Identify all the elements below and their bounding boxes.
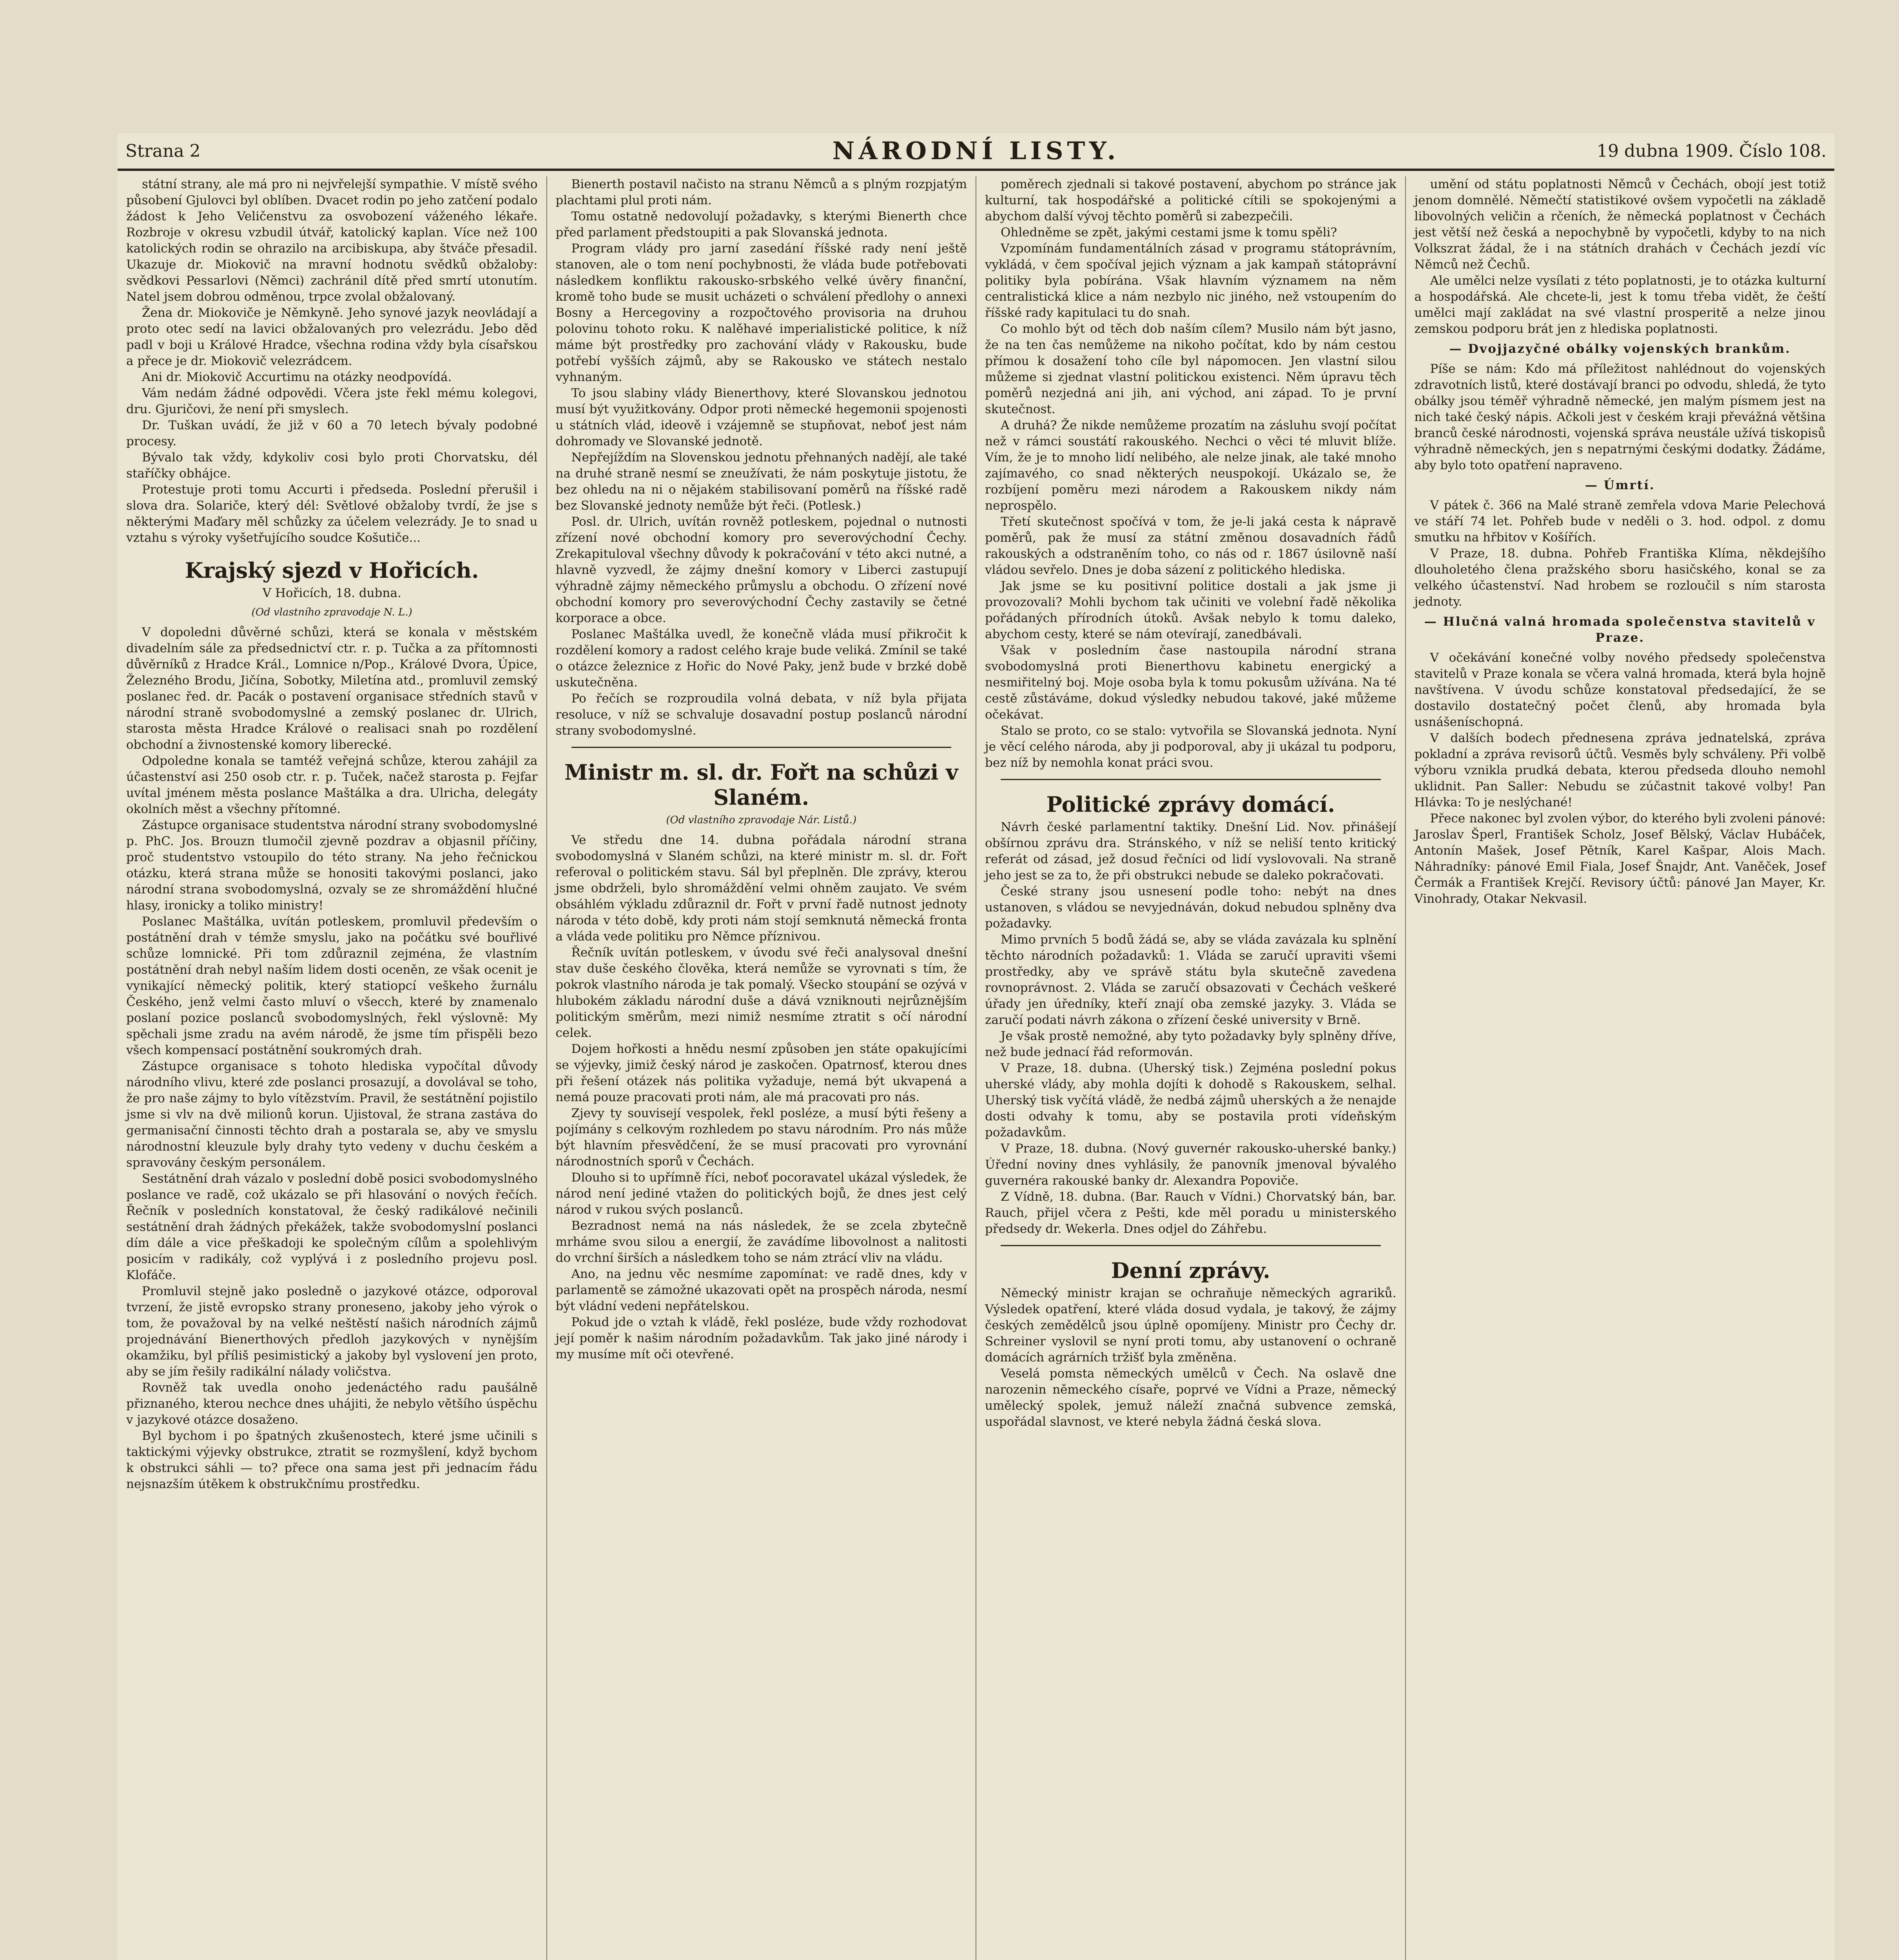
- paragraph: umění od státu poplatnosti Němců v Čechách, obojí jest totiž jenom domnělé. Němečtí statistikové ovšem vypočetli na základě libovolných veličin a rčeních, že německá poplatnost v Čechách jest větší než česká a nepochybně by vypočetli, kdyby to na nich Volkszrat žádal, že i na státních drahách v Čechách jezdí víc Němců než Čechů.: [1414, 177, 1826, 272]
- column-1: [118, 176, 547, 1960]
- paragraph: Přece nakonec byl zvolen výbor, do kterého byli zvoleni pánové: Jaroslav Šperl, František Scholz, Josef Bělský, Václav Hubáček, Antonín Mašek, Josef Pětník, Karel Kašpar, Alois Mach. Náhradníky: pánové Emil Fiala, Josef Šnajdr, Ant. Vaněček, Josef Čermák a František Krejčí. Revisory účtů: pánové Jan Mayer, Kr. Vinohrady, Otakar Nekvasil.: [1414, 811, 1826, 906]
- paragraph: Poslanec Maštálka uvedl, že konečně vláda musí přikročit k rozdělení komory a radost celého kraje bude veliká. Zmínil se také o otázce železnice z Hořic do Nové Paky, jenž bude v brzké době uskutečněna.: [555, 627, 967, 690]
- paragraph: V dalších bodech přednesena zpráva jednatelská, zpráva pokladní a zpráva revisorů účtů. Vesměs byly schváleny. Při volbě výboru vznikla prudká debata, kterou předseda dlouho nemohl uklidnit. Pan Saller: Nebudu se zúčastnit takové volby! Pan Hlávka: To je neslýchané!: [1414, 731, 1826, 809]
- paragraph: Stalo se proto, co se stalo: vytvořila se Slovanská jednota. Nyní je věcí celého národa, aby ji podporoval, aby ji ukázal tu podporu, bez níž by nemohla konat práci svou.: [985, 724, 1397, 770]
- item-headline: — Dvojjazyčné obálky vojenských brankům.: [1449, 342, 1791, 356]
- paragraph: Návrh české parlamentní taktiky. Dnešní Lid. Nov. přinášejí obšírnou zprávu dra. Stránského, v níž se neliší tento kritický referát od zásad, jež dosud řečníci od lidí vyslovovali. Na straně jeho jest se za to, že při obstrukci nebude se daleko pokračovati.: [985, 820, 1397, 882]
- paragraph: Bienerth postavil načisto na stranu Němců a s plným rozpjatým plachtami plul proti nám.: [555, 177, 967, 207]
- masthead-title: NÁRODNÍ LISTY.: [832, 136, 1120, 165]
- paragraph: V dopoledni důvěrné schůzi, která se konala v městském divadelním sále za předsednictví ctr. r. p. Tučka a za přítomnosti důvěrníků z Hradce Král., Lomnice n/Pop., Králové Dvora, Úpice, Železného Brodu, Jičína, Sobotky, Miletína atd., promluvil zemský poslanec řed. dr. Pacák o postavení organisace středních stavů v národní straně svobodomyslné a zemský poslanec dr. Ulrich, starosta města Hradce Králové o realisaci snah po rozdělení obchodní a živnostenské komory liberecké.: [126, 625, 538, 752]
- paragraph: Je však prostě nemožné, aby tyto požadavky byly splněny dříve, než bude jednací řád reformován.: [985, 1029, 1397, 1059]
- paragraph: Německý ministr krajan se ochraňuje německých agrariků. Výsledek opatření, které vláda dosud vydala, je takový, že zájmy českých zemědělců jsou úplně opomíjeny. Ministr pro Čechy dr. Schreiner vyslovil se nyní proti tomu, aby ustanovení o ochraně domácích agrárních tržišť byla změněna.: [985, 1286, 1397, 1365]
- page-header: [118, 133, 1834, 171]
- paragraph: Dlouho si to upřímně říci, neboť pocoravatel ukázal výsledek, že národ není jediné vtažen do politických bojů, že dnes jest celý národ v rukou svých poslanců.: [555, 1171, 967, 1217]
- paragraph: To jsou slabiny vlády Bienerthovy, které Slovanskou jednotou musí být využitkovány. Odpor proti německé hegemonii spojenosti u státních vlád, ideově i vzájemně se stupňovat, neboť jest nám dohromady ve Slovanské jednotě.: [555, 386, 967, 448]
- section-headline: Politické zprávy domácí.: [1046, 792, 1335, 817]
- paragraph: Po řečích se rozproudila volná debata, v níž byla přijata resoluce, v níž se schvaluje dosavadní postup poslanců národní strany svobodomyslné.: [555, 691, 967, 738]
- paragraph: Ve středu dne 14. dubna pořádala národní strana svobodomyslná v Slaném schůzi, na které ministr m. sl. dr. Fořt referoval o politickém stavu. Sál byl přeplněn. Dle zprávy, kterou jsme obdrželi, bylo shromáždění velmi ohněm zaujato. Ve svém obsáhlém výkladu zdůraznil dr. Fořt v první řadě nutnost jednoty národa v této době, kdy proti nám stojí semknutá německá fronta a vláda vede politiku pro Němce příznivou.: [555, 833, 967, 944]
- column-3: [976, 176, 1406, 1960]
- paragraph: V Praze, 18. dubna. (Uherský tisk.) Zejména poslední pokus uherské vlády, aby mohla dojíti k dohodě s Rakouskem, selhal. Uherský tisk vyčítá vládě, že nedbá zájmů uherských a že nenajde dosti odvahy k tomu, aby se postavila proti vídeňským požadavkům.: [985, 1061, 1397, 1140]
- paragraph: Mimo prvních 5 bodů žádá se, aby se vláda zavázala ku splnění těchto národních požadavků: 1. Vláda se zaručí upraviti všemi prostředky, aby ve správě státu byla skutečně zavedena rovnoprávnost. 2. Vláda se zaručí obsazovati v Čechách veškeré úřady jen úředníky, kteří znají oba zemské jazyky. 3. Vláda se zaručí podati návrh zákona o zřízení české university v Brně.: [985, 933, 1397, 1027]
- section-divider: [1001, 779, 1381, 780]
- paragraph: Vám nedám žádné odpovědi. Včera jste řekl mému kolegovi, dru. Gjuričovi, že není při smyslech.: [126, 386, 538, 416]
- paragraph: Ohledněme se zpět, jakými cestami jsme k tomu spěli?: [1001, 225, 1337, 240]
- article-headline: Krajský sjezd v Hořicích.: [185, 558, 479, 583]
- paragraph: Byl bychom i po špatných zkušenostech, které jsme učinili s taktickými výjevky obstrukce, ztratit se rozmyšlení, když bychom k obstrukci sáhli — to? přece ona sama jest při jednacím řádu nejsnazším útěkem k obstrukčnímu prostředku.: [126, 1429, 538, 1491]
- paragraph: Protestuje proti tomu Accurti i předseda. Poslední přerušil i slova dra. Solariče, který dél: Světlové obžaloby tvrdí, že jse s některými Maďary měl schůzky za účelem velezrády. Je to snad u vztahu s výroky vyšetřujícího soudce Košutiče...: [126, 483, 538, 545]
- paragraph: V očekávání konečné volby nového předsedy společenstva stavitelů v Praze konala se včera valná hromada, která byla hojně navštívena. V úvodu schůze konstatoval předsedající, že se dostavilo dostatečný počet členů, aby hromada byla usnášeníschopná.: [1414, 651, 1826, 729]
- paragraph: A druhá? Že nikde nemůžeme prozatím na zásluhu svojí počítat než v rámci soustátí rakouského. Nechci o věci té mluvit blíže. Vím, že je to mnoho lidí nelibého, ale nelze jinak, ale také mnoho zajímavého, co snad některých neuspokojí. Ukázalo se, že rozbíjení poměru mezi národem a Rakouskem nikdy nám neprospělo.: [985, 418, 1397, 513]
- item-headline: — Úmrtí.: [1585, 478, 1655, 492]
- paragraph: České strany jsou usnesení podle toho: nebýt na dnes ustanoven, s vládou se nevyjednáván, dokud nebudou splněny dva požadavky.: [985, 884, 1397, 931]
- paragraph: Dr. Tuškan uvádí, že již v 60 a 70 letech bývaly podobné procesy.: [126, 418, 538, 448]
- paragraph: Promluvil stejně jako posledně o jazykové otázce, odporoval tvrzení, že jistě evropsko strany proneseno, jakoby jeho výrok o tom, že považoval by na velké neštěstí našich národních zájmů projednávání Bienerthových předloh jazykových v nynějším okamžiku, byl příliš pesimistický a jakoby byl vyslovení jen proto, aby se jím řešily radikální nálady voličstva.: [126, 1284, 538, 1379]
- paragraph: Odpoledne konala se tamtéž veřejná schůze, kterou zahájil za účastenství asi 250 osob ctr. r. p. Tuček, načež starosta p. Fejfar uvítal jménem města poslance Maštálka a dra. Ulricha, delegáty okolních měst a všechny přítomné.: [126, 754, 538, 816]
- paragraph: Však v posledním čase nastoupila národní strana svobodomyslná proti Bienerthovu kabinetu energický a nesmiřitelný boj. Moje osoba byla k tomu pokusům užívána. Na té cestě zůstáváme, dokud výsledky nebudou takové, jaké můžeme očekávat.: [985, 643, 1397, 722]
- paragraph: Sestátnění drah vázalo v poslední době posici svobodomyslného poslance ve radě, což ukázalo se při hlasování o nových řečích. Řečník v posledních konstatoval, že český radikálové nečinili sestátnění drah žádných překážek, takže svobodomyslní poslanci dím dále a vice přeškadoji ke společným cílům a spolehlivým posicím v radikály, což vyplývá i z posledního projevu posl. Klofáče.: [126, 1172, 538, 1282]
- issue-date: 19 dubna 1909. Číslo 108.: [1597, 141, 1826, 161]
- paragraph: Program vlády pro jarní zasedání říšské rady není ještě stanoven, ale o tom není pochybnosti, že vláda bude potřebovati následkem konfliktu rakousko-srbského velké úvěry finanční, kromě toho bude se musit ucházeti o schválení předlohy o annexi Bosny a Hercegoviny a rozpočtového provisoria na druhou polovinu tohoto roku. K nalěhavé imperialistické politice, k níž máme být prostředky pro zachování vlády v Rakousku, bude potřebí vyšších zájmů, aby se Rakousko ve státech nestalo vyhnaným.: [555, 241, 967, 384]
- paragraph: Vzpomínám fundamentálních zásad v programu státoprávním, vykládá, v čem spočíval jejich význam a jak kampaň státoprávní politiky byla pobírána. Však hlavním významem na něm centralistická klice a nám nezbylo nic jiného, než vstoupením do říšské rady kapitulaci tu do snah.: [985, 241, 1397, 320]
- paragraph: Poslanec Maštálka, uvítán potleskem, promluvil především o postátnění drah v témže smyslu, jako na počátku své bouřlivé schůze lomnické. Při tom zdůraznil zejména, že vlastním postátnění drah nebyl naším lidem dosti oceněn, ze však ocenit je vynikající německý politik, který statiopcí veškeho žurnálu Českého, jenž velmi často mluví o všecch, které by znamenalo poslaní pozice poslanců svobodomyslných, řekl výslovně: My spěchali jsme zradu na avém národě, že jsme tím přispěli bezo všech kompensací postátnění soukromých drah.: [126, 915, 538, 1057]
- paragraph: V pátek č. 366 na Malé straně zemřela vdova Marie Pelechová ve stáří 74 let. Pohřeb bude v neděli o 3. hod. odpol. z domu smutku na hřbitov v Košířích.: [1414, 498, 1826, 544]
- paragraph: Z Vídně, 18. dubna. (Bar. Rauch v Vídni.) Chorvatský bán, bar. Rauch, přijel včera z Pešti, kde měl poradu u ministerského předsedy dr. Wekerla. Dnes odjel do Záhřebu.: [985, 1190, 1397, 1236]
- paragraph: Ani dr. Miokovič Accurtimu na otázky neodpovídá.: [142, 370, 452, 384]
- paragraph: Píše se nám: Kdo má příležitost nahlédnout do vojenských zdravotních listů, které dostávají branci po odvodu, shledá, že tyto obálky jsou téměř výhradně německé, jen malým písmem jest na nich také český nápis. Ačkoli jest v českém kraji převážná většina branců české národnosti, vojenská správa neustále užívá tiskopisů výhradně německých, jen s nepatrnými českými dodatky. Žádáme, aby bylo toto opatření napraveno.: [1414, 362, 1826, 472]
- paragraph: Žena dr. Miokoviče je Němkyně. Jeho synové jazyk neovládají a proto otec sedí na lavici obžalovaných pro velezrádu. Jebo děd padl v boji u Králové Hradce, všechna rodina vždy byla císařskou a přece je dr. Miokovič velezrádcem.: [126, 306, 538, 368]
- article-byline: (Od vlastního zpravodaje Nár. Listů.): [666, 814, 857, 826]
- paragraph: Ano, na jednu věc nesmíme zapomínat: ve radě dnes, kdy v parlamentě se zámožné ukazovati opět na prospěch národa, nesmí být vládní vedeni nepřátelskou.: [555, 1267, 967, 1313]
- column-2: [547, 176, 977, 1960]
- column-4: [1406, 176, 1835, 1960]
- paragraph: Posl. dr. Ulrich, uvítán rovněž potleskem, pojednal o nutnosti zřízení nové obchodní komory pro severovýchodní Čechy. Zrekapituloval všechny důvody k pokračování v této akci nutné, a hlavně vyzvedl, že zájmy dnešní komory v Liberci zastupují výhradně zájmy německého průmyslu a obchodu. O zřízení nové obchodní komory pro severovýchodní Čechy zastavily se četné korporace a obce.: [555, 515, 967, 625]
- section-headline: Denní zprávy.: [1111, 1258, 1270, 1283]
- paragraph: Nepřejíždím na Slovenskou jednotu přehnaných nadějí, ale také na druhé straně nesmí se zneužívati, že nám poskytuje jistotu, že bez ohledu na ni o nějakém stabilisovaní poměrů na říšské radě bez Slovanské jednoty nemůže být řeči. (Potlesk.): [555, 450, 967, 513]
- paragraph: státní strany, ale má pro ni nejvřelejší sympathie. V místě svého působení Gjulovci byl oblíben. Dvacet rodin po jeho zatčení podalo žádost k Jeho Veličenstvu za osvobození váženého lékaře. Rozbroje v okresu vzbudil útvář, katolický kaplan. Více než 100 katolických rodin se ohrazilo na arcibiskupa, aby štváče přesadil. Ukazuje dr. Miokovič na mravní hodnotu svědků obžaloby: svědkovi Pessarlovi (Němci) zachránil dítě před smrtí utonutím. Natel jsem dobrou odměnou, trpce zvolal obžalovaný.: [126, 177, 538, 304]
- section-divider: [1001, 1245, 1381, 1246]
- paragraph: Jak jsme se ku positivní politice dostali a jak jsme ji provozovali? Mohli bychom tak učiniti ve volební řadě několika pořádaných přírodních útoků. Avšak nebylo k tomu daleko, abychom cesty, které se nám otevírají, zanedbávali.: [985, 579, 1397, 641]
- page-number: Strana 2: [125, 141, 201, 161]
- paragraph: Řečník uvítán potleskem, v úvodu své řeči analysoval dnešní stav duše českého člověka, která nemůže se vyrovnati s tím, že pokrok vlastního národa je tak pomalý. Všecko stoupání se ozývá v hlubokém základu národní duše a dává vzniknouti nejrůznějším politickým směrům, mezi nimiž nesmíme ztratit s očí národní celek.: [555, 946, 967, 1040]
- paragraph: Zástupce organisace s tohoto hlediska vypočítal důvody národního vlivu, které zde poslanci prosazují, a dovolával se toho, že pro naše zájmy to bylo vítězstvím. Pravil, že sestátnění pojistilo jsme si vlv na dvě milionů korun. Ujistoval, že strana zastáva do germanisační činnosti těchto drah a postarala se, aby ve smyslu národnostní kleuzule byly drahy tyto vedeny v duchu českém a spravovány českým personálem.: [126, 1059, 538, 1170]
- paragraph: Veselá pomsta německých umělců v Čech. Na oslavě dne narozenin německého císaře, poprvé ve Vídni a Praze, německý umělecký spolek, jemuž náleží značná subvence zemská, uspořádal slavnost, ve které nebyla žádná česká slova.: [985, 1367, 1397, 1429]
- item-headline: — Hlučná valná hromada společenstva stavitelů v Praze.: [1424, 615, 1816, 645]
- article-dateline: V Hořicích, 18. dubna.: [262, 586, 401, 600]
- paragraph: Ale umělci nelze vysílati z této poplatnosti, je to otázka kulturní a hospodářská. Ale chcete-li, jest k tomu třeba vidět, že čeští umělci mají zakládat na své vlastní prosperitě a nelze jinou zemskou podporu brát jen z hlediska poplatnosti.: [1414, 274, 1826, 336]
- article-headline: Ministr m. sl. dr. Fořt na schůzi v Slaném.: [564, 760, 958, 810]
- paragraph: Pokud jde o vztah k vládě, řekl posléze, bude vždy rozhodovat její poměr k našim národním požadavkům. Tak jako jiné národy i my musíme mít oči otevřené.: [555, 1315, 967, 1361]
- paragraph: poměrech zjednali si takové postavení, abychom po stránce jak kulturní, tak hospodářské a politické cítili se spokojenými a abychom další vývoj těchto poměrů si zabezpečili.: [985, 177, 1397, 223]
- paragraph: Bývalo tak vždy, kdykoliv cosi bylo proti Chorvatsku, dél staříčky obhájce.: [126, 450, 538, 481]
- newspaper-page: [118, 133, 1834, 1960]
- paragraph: Co mohlo být od těch dob naším cílem? Musilo nám být jasno, že na ten čas nemůžeme na nikoho počítat, kdo by nám cestou přímou k dosažení toho cíle byl nápomocen. Jen vlastní silou můžeme si zjednat vlastní politickou existenci. Něm úpravu těch poměrů nezjedná ani jih, ani východ, ani západ. To je první skutečnost.: [985, 322, 1397, 416]
- section-divider: [571, 747, 952, 748]
- paragraph: Třetí skutečnost spočívá v tom, že je-li jaká cesta k nápravě poměrů, pak že musí za státní změnou dosavadních řádů rakouských a odstraněním toho, co nás od r. 1867 úsilovně naší vládou sevřelo. Dnes je doba sázení z politického hlediska.: [985, 515, 1397, 577]
- columns: [118, 176, 1834, 1960]
- paragraph: Zjevy ty souvisejí vespolek, řekl posléze, a musí býti řešeny a pojímány s celkovým rozhledem po stavu národním. Pro nás může být hlavním přesvědčení, že se musí pracovati pro vyrovnání národnostních sporů v Čechách.: [555, 1106, 967, 1169]
- article-byline: (Od vlastního zpravodaje N. L.): [251, 606, 412, 618]
- paragraph: Dojem hořkosti a hnědu nesmí způsoben jen státe opakujícími se výjevky, jimiž český národ je zaskočen. Opatrnosť, kterou dnes při řešení otázek nás politika vyžaduje, nemá být ukvapená a nemá pouze pracovati proti nám, ale má pracovati pro nás.: [555, 1042, 967, 1104]
- paragraph: Tomu ostatně nedovolují požadavky, s kterými Bienerth chce před parlament předstoupiti a pak Slovanská jednota.: [555, 209, 967, 240]
- paragraph: V Praze, 18. dubna. (Nový guvernér rakousko-uherské banky.) Úřední noviny dnes vyhlásily, že panovník jmenoval bývalého guvernéra rakouské banky dr. Alexandra Popoviče.: [985, 1142, 1397, 1188]
- paragraph: V Praze, 18. dubna. Pohřeb Františka Klíma, někdejšího dlouholetého člena pražského sboru hasičského, konal se za velkého účastenství. Nad hrobem se rozloučil s ním starosta jednoty.: [1414, 546, 1826, 609]
- paragraph: Bezradnost nemá na nás následek, že se zcela zbytečně mrháme svou silou a energií, že zavádíme libovolnost a nalitosti do vrchní širších a následkem toho se nám ztrácí vliv na vládu.: [555, 1219, 967, 1265]
- paragraph: Rovněž tak uvedla onoho jedenáctého radu paušálně přiznaného, kterou nechce dnes uhájiti, že nebylo většího úspěchu v jazykové otázce dosaženo.: [126, 1381, 538, 1427]
- paragraph: Zástupce organisace studentstva národní strany svobodomyslné p. PhC. Jos. Brouzn tlumočil zjevně pozdrav a objasnil příčiny, proč studentstvo vstoupilo do této strany. Na jeho řečnickou otázku, která strana může se honositi takovými poslanci, jako národní strana svobodomyslná, ozvaly se ze shromáždění hlučné hlasy, ironicky a toliko ministry!: [126, 818, 538, 913]
